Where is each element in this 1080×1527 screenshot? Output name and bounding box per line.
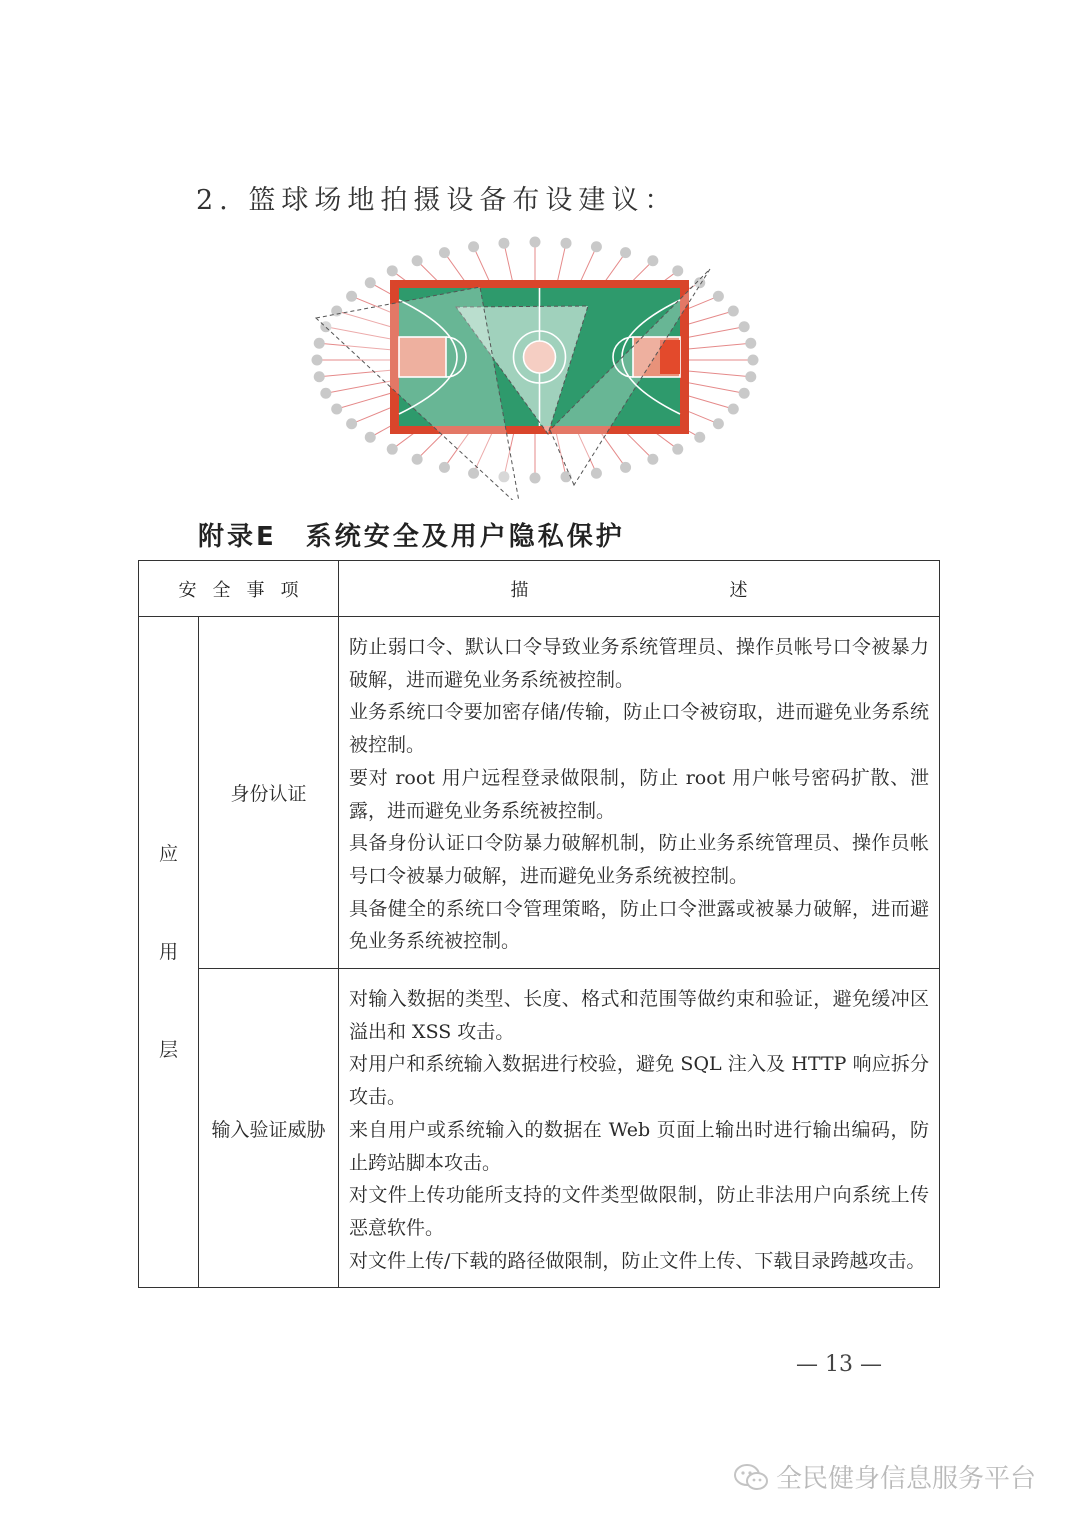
layer-char: 用 [158, 941, 178, 964]
paint-right-fill [660, 340, 680, 374]
desc-line: 防止弱口令、默认口令导致业务系统管理员、操作员帐号口令被暴力破解，进而避免业务系统被控制。 [349, 636, 929, 691]
layer-cell-application [139, 617, 199, 1288]
header-item [139, 561, 339, 617]
camera-marker [346, 291, 357, 302]
camera-marker [713, 291, 724, 302]
desc-line: 具备身份认证口令防暴力破解机制，防止业务系统管理员、操作员帐号口令被暴力破解，进而避免业务系统被控制。 [349, 832, 929, 887]
camera-marker [365, 277, 376, 288]
layer-char: 应 [158, 843, 178, 866]
camera-marker [412, 454, 423, 465]
camera-marker [672, 444, 683, 455]
basketball-court-camera-diagram [300, 232, 770, 500]
camera-marker [561, 238, 572, 249]
description-identity-auth [339, 617, 940, 969]
camera-marker [439, 247, 450, 258]
camera-marker [745, 338, 756, 349]
watermark [732, 1458, 1036, 1495]
camera-marker [412, 255, 423, 266]
camera-marker [365, 432, 376, 443]
layer-char: 层 [158, 1039, 178, 1062]
camera-marker [647, 255, 658, 266]
header-desc-char: 描 [510, 579, 529, 601]
camera-marker [312, 355, 323, 366]
camera-marker [498, 238, 509, 249]
desc-line: 来自用户或系统输入的数据在 Web 页面上输出时进行输出编码，防止跨站脚本攻击。 [349, 1118, 929, 1174]
header-item-char: 事 [246, 579, 281, 601]
camera-marker [331, 404, 342, 415]
camera-marker [748, 355, 759, 366]
section-heading: 2. 篮球场地拍摄设备布设建议： [196, 185, 678, 216]
desc-line: 对文件上传/下载的路径做限制，防止文件上传、下载目录跨越攻击。 [349, 1249, 926, 1272]
camera-marker [620, 247, 631, 258]
item-identity-auth: 身份认证 [199, 617, 339, 969]
camera-marker [694, 432, 705, 443]
camera-marker [739, 388, 750, 399]
security-table [138, 560, 940, 1288]
camera-marker [468, 241, 479, 252]
header-desc-char: 述 [729, 579, 748, 601]
camera-marker [387, 444, 398, 455]
header-item-char: 全 [212, 579, 247, 601]
camera-marker [439, 462, 450, 473]
header-item-char: 安 [178, 579, 213, 601]
camera-marker [647, 454, 658, 465]
wechat-icon [732, 1462, 770, 1492]
camera-marker [314, 338, 325, 349]
desc-line: 要对 root 用户远程登录做限制，防止 root 用户帐号密码扩散、泄露，进而避免业务系统被控制。 [349, 766, 929, 822]
description-input-validation [339, 969, 940, 1288]
table-row [139, 617, 940, 969]
camera-marker [320, 388, 331, 399]
camera-marker [728, 305, 739, 316]
table-row [139, 969, 940, 1288]
camera-marker [620, 462, 631, 473]
camera-marker [530, 473, 541, 484]
desc-line: 对文件上传功能所支持的文件类型做限制，防止非法用户向系统上传恶意软件。 [349, 1184, 929, 1239]
appendix-title: 附录E 系统安全及用户隐私保护 [198, 522, 625, 552]
watermark-text: 全民健身信息服务平台 [776, 1464, 1037, 1494]
camera-marker [530, 237, 541, 248]
camera-marker [745, 371, 756, 382]
desc-line: 对输入数据的类型、长度、格式和范围等做约束和验证，避免缓冲区溢出和 XSS 攻击。 [349, 988, 929, 1043]
page-number: — 13 — [796, 1352, 882, 1377]
desc-line: 业务系统口令要加密存储/传输，防止口令被窃取，进而避免业务系统被控制。 [349, 701, 929, 757]
desc-line: 具备健全的系统口令管理策略，防止口令泄露或被暴力破解，进而避免业务系统被控制。 [349, 897, 929, 953]
camera-marker [739, 321, 750, 332]
camera-marker [672, 265, 683, 276]
camera-marker [728, 404, 739, 415]
desc-line: 对用户和系统输入数据进行校验，避免 SQL 注入及 HTTP 响应拆分攻击。 [349, 1053, 929, 1109]
header-item-char: 项 [280, 579, 315, 601]
camera-marker [591, 468, 602, 479]
camera-marker [387, 265, 398, 276]
camera-marker [346, 418, 357, 429]
camera-marker [591, 241, 602, 252]
camera-marker [314, 371, 325, 382]
camera-marker [468, 468, 479, 479]
item-input-validation: 输入验证威胁 [199, 969, 339, 1288]
header-description [339, 561, 940, 617]
camera-marker [713, 418, 724, 429]
table-header-row [139, 561, 940, 617]
